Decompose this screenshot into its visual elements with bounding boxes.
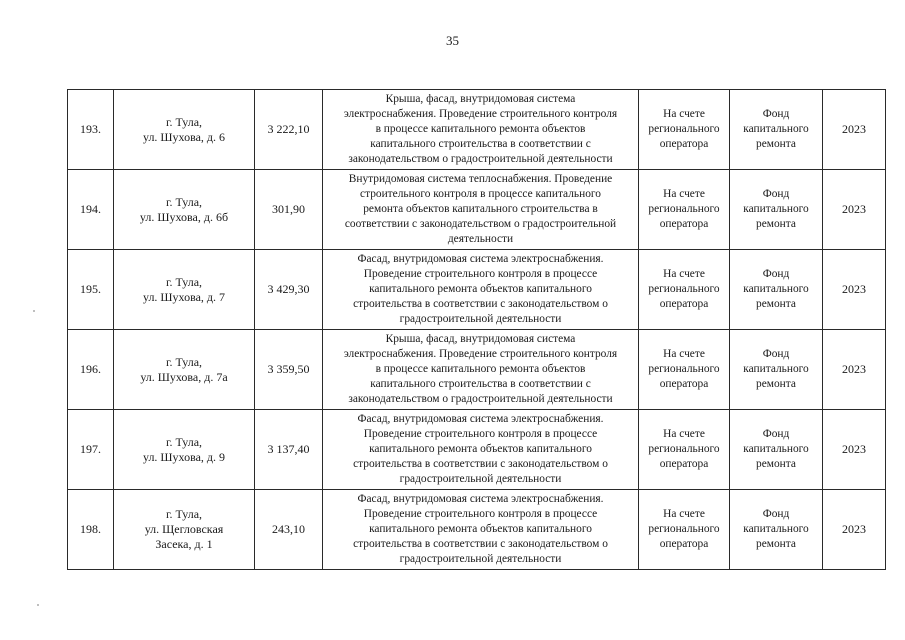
works-description-line: капитального ремонта объектов капитального <box>369 443 592 455</box>
works-description-line: Проведение строительного контроля в процессе <box>363 268 598 280</box>
register-table <box>67 89 886 570</box>
row-number-cell: 194. <box>68 170 114 250</box>
funding-source-line: Фонд <box>762 428 790 440</box>
funding-source-line: Фонд <box>762 268 790 280</box>
address-cell <box>114 490 255 570</box>
address-line: г. Тула, <box>165 507 203 521</box>
funding-source-cell <box>730 410 823 490</box>
works-description-line: градостроительной деятельности <box>399 313 562 325</box>
area-cell: 3 222,10 <box>255 90 323 170</box>
year-cell: 2023 <box>823 250 886 330</box>
funding-source-line: ремонта <box>756 458 796 470</box>
funding-source-line: ремонта <box>756 298 796 310</box>
row-number-cell: 198. <box>68 490 114 570</box>
area-cell: 3 429,30 <box>255 250 323 330</box>
works-description-line: строительства в соответствии с законодательством о <box>353 538 608 550</box>
funding-source-line: капитального <box>743 123 809 135</box>
works-description-line: Внутридомовая система теплоснабжения. Проведение <box>348 173 613 185</box>
works-description-line: капитального ремонта объектов капитального <box>369 523 592 535</box>
year-cell: 2023 <box>823 330 886 410</box>
area-cell: 301,90 <box>255 170 323 250</box>
address-line: г. Тула, <box>165 354 203 369</box>
page-number: 35 <box>446 33 459 48</box>
address-line: г. Тула, <box>165 114 203 129</box>
address-line: г. Тула, <box>165 194 203 209</box>
address-cell <box>114 330 255 410</box>
account-type-line: оператора <box>659 138 709 150</box>
funding-source-line: Фонд <box>762 188 790 200</box>
funding-source-line: капитального <box>743 203 809 215</box>
works-description-line: Крыша, фасад, внутридомовая система <box>385 333 576 345</box>
account-type-line: оператора <box>659 538 709 550</box>
year-cell: 2023 <box>823 90 886 170</box>
row-number-cell: 196. <box>68 330 114 410</box>
scan-speck <box>37 604 39 606</box>
works-description-cell <box>323 410 639 490</box>
works-description-line: капитального строительства в соответствии с <box>370 138 591 150</box>
funding-source-line: ремонта <box>756 538 796 550</box>
account-type-line: регионального <box>648 123 720 135</box>
address-line: ул. Шухова, д. 7 <box>142 289 226 304</box>
row-number-cell: 193. <box>68 90 114 170</box>
address-line: ул. Шухова, д. 9 <box>142 449 226 464</box>
works-description-line: электроснабжения. Проведение строительного контроля <box>343 348 618 360</box>
works-description-line: законодательством о градостроительной деятельности <box>348 393 613 405</box>
works-description-line: Проведение строительного контроля в процессе <box>363 428 598 440</box>
works-description-line: строительства в соответствии с законодательством о <box>353 298 608 310</box>
funding-source-line: ремонта <box>756 378 796 390</box>
funding-source-line: ремонта <box>756 218 796 230</box>
works-description-line: градостроительной деятельности <box>399 553 562 565</box>
works-description-line: Проведение строительного контроля в процессе <box>363 508 598 520</box>
works-description-line: электроснабжения. Проведение строительного контроля <box>343 108 618 120</box>
account-type-cell <box>639 490 730 570</box>
address-line: ул. Шухова, д. 6 <box>142 129 226 144</box>
works-description-line: соответствии с законодательством о градостроительной <box>344 218 617 230</box>
works-description-line: строительного контроля в процессе капитального <box>360 188 601 200</box>
account-type-line: оператора <box>659 378 709 390</box>
address-cell <box>114 170 255 250</box>
funding-source-cell <box>730 330 823 410</box>
account-type-line: На счете <box>663 268 705 280</box>
funding-source-cell <box>730 90 823 170</box>
account-type-cell <box>639 90 730 170</box>
address-line: Засека, д. 1 <box>155 537 213 551</box>
account-type-line: регионального <box>648 523 720 535</box>
account-type-line: оператора <box>659 218 709 230</box>
table-row <box>68 90 886 170</box>
works-description-cell <box>323 170 639 250</box>
table-row <box>68 490 886 570</box>
funding-source-line: капитального <box>743 363 809 375</box>
address-line: ул. Шухова, д. 6б <box>139 209 229 224</box>
works-description-line: Фасад, внутридомовая система электроснабжения. <box>357 413 604 425</box>
funding-source-cell <box>730 170 823 250</box>
works-description-line: Фасад, внутридомовая система электроснабжения. <box>357 253 604 265</box>
area-cell: 243,10 <box>255 490 323 570</box>
account-type-line: На счете <box>663 428 705 440</box>
account-type-line: оператора <box>659 458 709 470</box>
address-cell <box>114 410 255 490</box>
funding-source-line: ремонта <box>756 138 796 150</box>
account-type-line: На счете <box>663 508 705 520</box>
table-row <box>68 170 886 250</box>
funding-source-line: капитального <box>743 523 809 535</box>
funding-source-line: Фонд <box>762 348 790 360</box>
works-description-cell <box>323 250 639 330</box>
table-row <box>68 330 886 410</box>
works-description-cell <box>323 90 639 170</box>
account-type-line: оператора <box>659 298 709 310</box>
address-line: г. Тула, <box>165 434 203 449</box>
account-type-cell <box>639 330 730 410</box>
works-description-line: законодательством о градостроительной деятельности <box>348 153 613 165</box>
funding-source-line: Фонд <box>762 508 790 520</box>
account-type-line: регионального <box>648 203 720 215</box>
register-table-body <box>68 90 886 570</box>
funding-source-cell <box>730 250 823 330</box>
address-cell <box>114 90 255 170</box>
area-cell: 3 359,50 <box>255 330 323 410</box>
works-description-line: деятельности <box>447 233 514 245</box>
scan-speck <box>33 310 35 312</box>
works-description-line: ремонта объектов капитального строительства в <box>363 203 598 215</box>
account-type-cell <box>639 250 730 330</box>
works-description-cell <box>323 490 639 570</box>
year-cell: 2023 <box>823 410 886 490</box>
account-type-line: На счете <box>663 348 705 360</box>
address-line: г. Тула, <box>165 274 203 289</box>
account-type-line: На счете <box>663 188 705 200</box>
row-number-cell: 195. <box>68 250 114 330</box>
works-description-line: капитального строительства в соответствии с <box>370 378 591 390</box>
address-line: ул. Шухова, д. 7а <box>140 369 228 384</box>
works-description-cell <box>323 330 639 410</box>
funding-source-line: капитального <box>743 443 809 455</box>
account-type-line: регионального <box>648 363 720 375</box>
table-row <box>68 410 886 490</box>
works-description-line: строительства в соответствии с законодательством о <box>353 458 608 470</box>
account-type-line: регионального <box>648 283 720 295</box>
works-description-line: в процессе капитального ремонта объектов <box>375 123 586 135</box>
table-row <box>68 250 886 330</box>
works-description-line: Крыша, фасад, внутридомовая система <box>385 93 576 105</box>
funding-source-line: Фонд <box>762 108 790 120</box>
works-description-line: Фасад, внутридомовая система электроснабжения. <box>357 493 604 505</box>
account-type-cell <box>639 410 730 490</box>
works-description-line: градостроительной деятельности <box>399 473 562 485</box>
year-cell: 2023 <box>823 170 886 250</box>
works-description-line: капитального ремонта объектов капитального <box>369 283 592 295</box>
row-number-cell: 197. <box>68 410 114 490</box>
year-cell: 2023 <box>823 490 886 570</box>
account-type-cell <box>639 170 730 250</box>
funding-source-cell <box>730 490 823 570</box>
works-description-line: в процессе капитального ремонта объектов <box>375 363 586 375</box>
account-type-line: На счете <box>663 108 705 120</box>
address-cell <box>114 250 255 330</box>
address-line: ул. Щегловская <box>144 522 224 536</box>
account-type-line: регионального <box>648 443 720 455</box>
area-cell: 3 137,40 <box>255 410 323 490</box>
funding-source-line: капитального <box>743 283 809 295</box>
